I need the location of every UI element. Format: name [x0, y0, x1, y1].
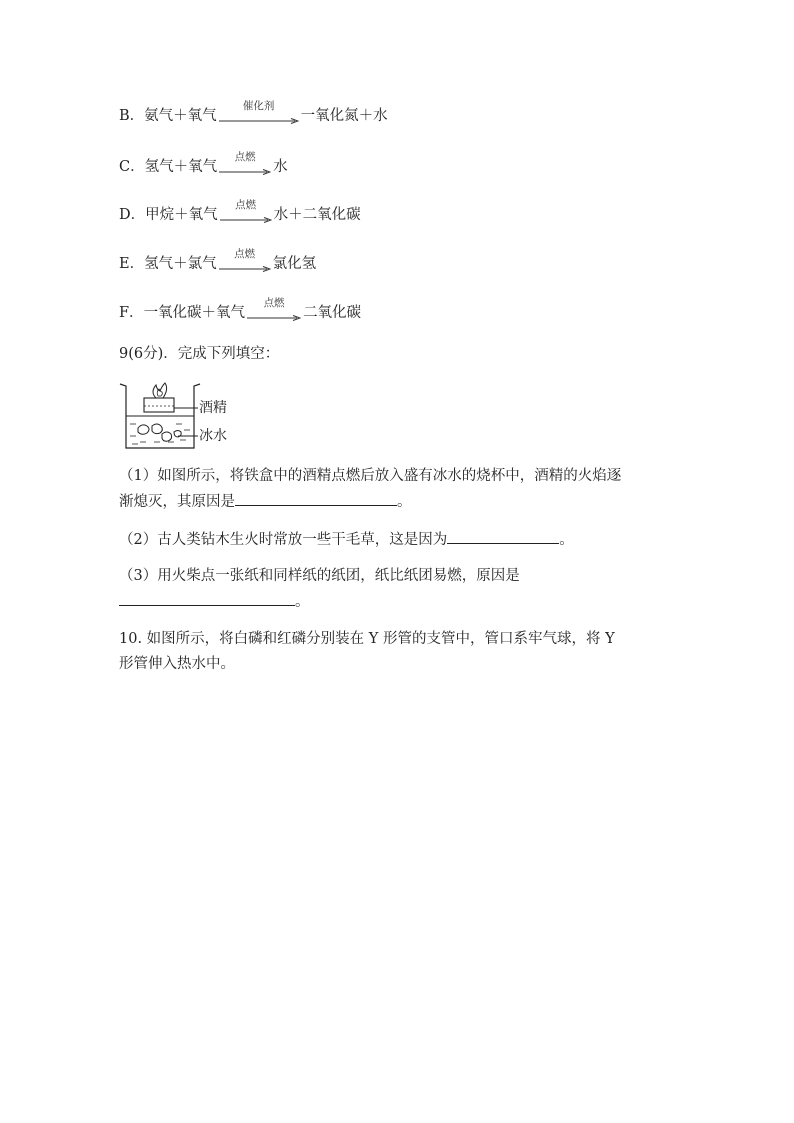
reactants: 氢气＋氯气 [144, 256, 217, 272]
reaction-condition: 催化剂 [242, 100, 275, 112]
arrow-icon [219, 118, 299, 124]
option-e [119, 248, 317, 274]
products: 水＋二氧化碳 [273, 207, 361, 223]
products: 二氧化碳 [303, 305, 362, 321]
reactants: 氨气＋氧气 [144, 108, 217, 124]
figure-label-ice-water: 冰水 [199, 428, 227, 444]
arrow-icon [220, 217, 272, 223]
reaction-arrow [219, 151, 271, 177]
q9-part1-prefix: 渐熄灭，其原因是 [119, 494, 235, 510]
option-letter: F． [119, 305, 144, 321]
option-letter: B． [119, 108, 145, 124]
q9-part2-end: 。 [559, 532, 574, 548]
reactants: 甲烷＋氧气 [145, 207, 218, 223]
option-f [119, 297, 362, 323]
products: 一氧化氮＋水 [300, 108, 388, 124]
beaker-figure [118, 380, 208, 452]
q9-part2-prefix: （2）古人类钻木生火时常放一些干毛草，这是因为 [119, 532, 448, 548]
arrow-icon [247, 315, 301, 321]
reaction-condition: 点燃 [235, 199, 257, 211]
products: 氯化氢 [272, 256, 317, 272]
arrow-icon [219, 266, 271, 272]
reaction-condition: 点燃 [234, 151, 256, 163]
option-b [119, 100, 388, 126]
option-c [119, 151, 288, 177]
reactants: 一氧化碳＋氧气 [143, 305, 246, 321]
option-d [119, 199, 361, 225]
question-9-heading: 9(6分)．完成下列填空： [119, 346, 280, 362]
answer-blank-2[interactable] [447, 529, 559, 544]
answer-blank-3[interactable] [119, 591, 295, 606]
q9-part1-line1: （1）如图所示，将铁盒中的酒精点燃后放入盛有冰水的烧杯中，酒精的火焰逐 [119, 468, 622, 484]
q9-part1-end: 。 [397, 494, 412, 510]
option-letter: E． [119, 256, 145, 272]
arrow-icon [219, 169, 271, 175]
question-10-line2: 形管伸入热水中。 [119, 656, 235, 672]
question-10-line1: 10. 如图所示，将白磷和红磷分别装在 Y 形管的支管中，管口系牢气球，将 Y [119, 631, 615, 647]
reaction-arrow [219, 248, 271, 274]
q9-part3-end: 。 [295, 594, 310, 610]
q9-part3-line2 [119, 591, 310, 612]
reaction-arrow [247, 297, 301, 323]
figure-label-alcohol: 酒精 [199, 400, 227, 416]
products: 水 [273, 159, 288, 175]
q9-part2 [119, 529, 574, 550]
option-letter: C． [119, 159, 145, 175]
reactants: 氢气＋氧气 [144, 159, 218, 175]
reaction-arrow [219, 100, 299, 126]
reaction-condition: 点燃 [263, 297, 285, 309]
reaction-condition: 点燃 [234, 248, 256, 260]
answer-blank-1[interactable] [235, 491, 397, 506]
reaction-arrow [220, 199, 272, 225]
q9-part3-line1: （3）用火柴点一张纸和同样纸的纸团，纸比纸团易燃，原因是 [119, 568, 520, 584]
q9-part1-line2 [119, 491, 412, 512]
option-letter: D． [119, 207, 146, 223]
